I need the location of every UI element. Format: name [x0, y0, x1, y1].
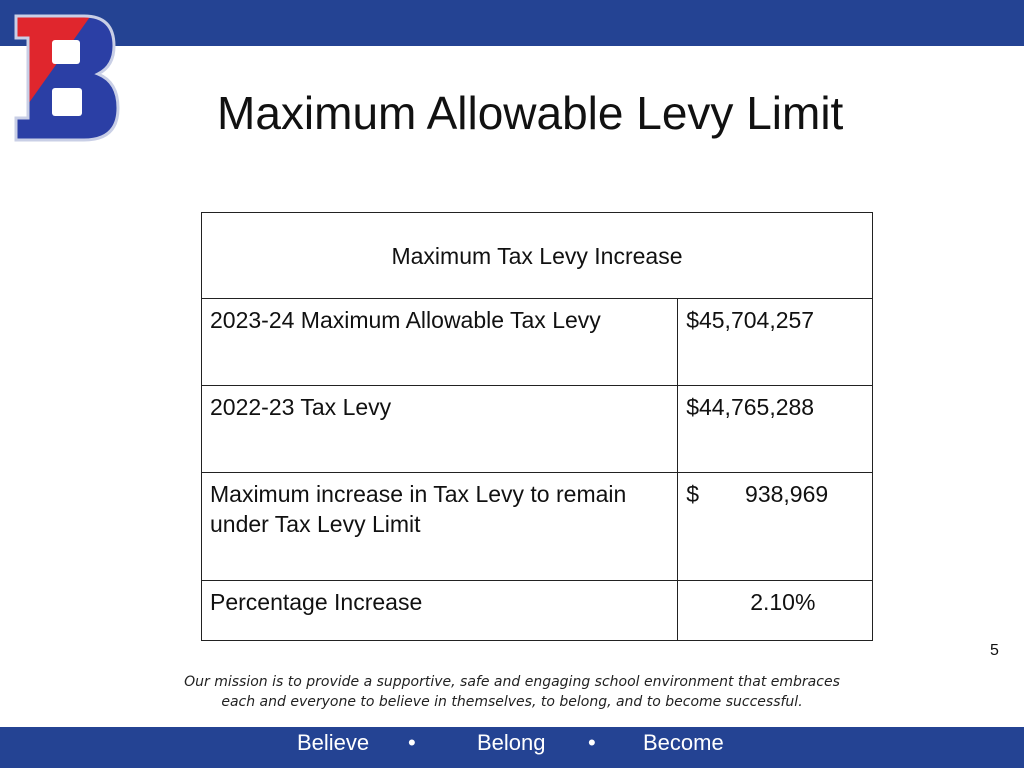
page-title: Maximum Allowable Levy Limit [217, 87, 844, 139]
bullet-separator: • [408, 730, 416, 755]
table-row [202, 299, 873, 386]
mission-line: each and everyone to believe in themselves, to belong, and to become successful. [221, 694, 803, 710]
table-heading: Maximum Tax Levy Increase [202, 213, 873, 299]
school-logo [14, 14, 120, 142]
table-row [202, 581, 873, 641]
amount: 938,969 [745, 481, 829, 507]
bullet-separator: • [588, 730, 596, 755]
page-number: 5 [990, 642, 999, 659]
row-label: 2022-23 Tax Levy [202, 386, 678, 473]
currency-symbol: $ [686, 481, 699, 507]
row-value [678, 581, 873, 641]
row-label: Percentage Increase [202, 581, 678, 641]
row-label: 2023-24 Maximum Allowable Tax Levy [202, 299, 678, 386]
table-header-row [202, 213, 873, 299]
row-value: $44,765,288 [678, 386, 873, 473]
motto-believe: Believe [297, 730, 370, 755]
row-value: $45,704,257 [678, 299, 873, 386]
levy-table [201, 212, 873, 641]
motto-belong: Belong [477, 730, 546, 755]
mission-statement [150, 672, 874, 712]
top-banner [0, 0, 1024, 46]
table-row [202, 473, 873, 581]
row-label: Maximum increase in Tax Levy to remain under Tax Levy Limit [202, 473, 678, 581]
motto-become: Become [643, 730, 724, 755]
row-value [678, 473, 873, 581]
table-row [202, 386, 873, 473]
mission-line: Our mission is to provide a supportive, safe and engaging school environment that embraces [184, 674, 840, 690]
footer-banner [0, 727, 1024, 768]
percentage-value: 2.10% [750, 589, 816, 615]
